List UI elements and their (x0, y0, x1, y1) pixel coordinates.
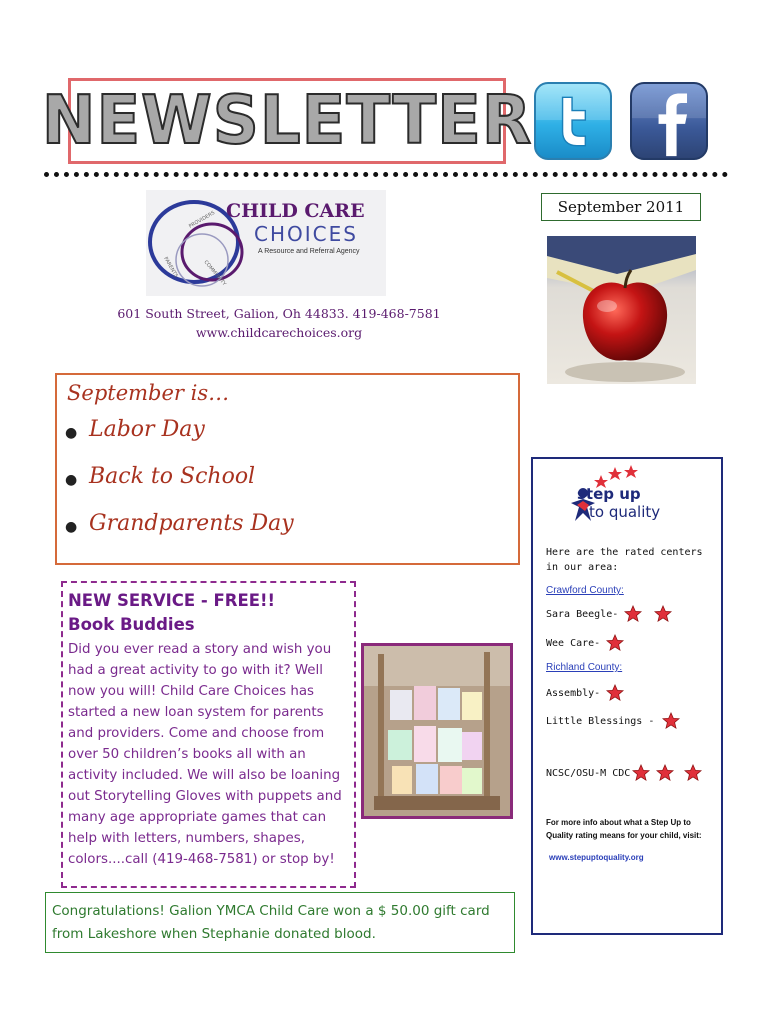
child-care-choices-logo (146, 190, 386, 296)
list-item: NCSC/OSU-M CDC (546, 764, 702, 782)
logo-choices: CHOICES (254, 222, 358, 246)
newsletter-title: NEWSLETTER (41, 82, 533, 160)
list-item: ● Labor Day (65, 417, 205, 442)
star-icon (606, 684, 624, 702)
step-up-to-quality-box (531, 457, 723, 935)
congrats-box (45, 892, 515, 953)
service-subtitle: Book Buddies (68, 615, 195, 634)
bullet-icon: ● (65, 519, 78, 535)
county-crawford[interactable]: Crawford County: (546, 585, 624, 596)
bullet-icon: ● (65, 425, 78, 441)
list-item: Wee Care- (546, 634, 624, 652)
star-icon (662, 712, 680, 730)
service-body: Did you ever read a story and wish you had a great activity to go with it? Well now you will! Child Care Choices has started a new loan system for parents and providers. Come and choose from over 50 children’s books all with an activity included. We will also be loaning out Storytelling Gloves with puppets and many age appropriate games that can help with letters, numbers, shapes, colors....call (419-468-7581) or stop by! (68, 642, 342, 867)
stepup-link[interactable]: www.stepuptoquality.org (549, 853, 644, 862)
list-item: Sara Beegle- (546, 605, 672, 623)
star-icon (656, 764, 674, 782)
september-title: September is… (67, 381, 230, 405)
apple-photo (547, 236, 696, 384)
step-up-logo-line1: step up (577, 485, 641, 503)
star-icon (684, 764, 702, 782)
congrats-text: Congratulations! Galion YMCA Child Care won a $ 50.00 gift card from Lakeshore when Stephanie donated blood. (52, 903, 490, 942)
books-display-photo (361, 643, 513, 819)
star-icon (632, 764, 650, 782)
county-richland[interactable]: Richland County: (546, 662, 623, 673)
star-icon (624, 605, 642, 623)
stepup-note: For more info about what a Step Up to Quality rating means for your child, visit: (546, 818, 702, 840)
website-link[interactable]: www.childcarechoices.org (195, 325, 363, 340)
bullet-icon: ● (65, 472, 78, 488)
logo-ring-word: PARENTS (162, 256, 179, 279)
facebook-icon[interactable] (630, 82, 708, 160)
issue-date: September 2011 (541, 193, 701, 221)
newsletter-banner (41, 78, 533, 164)
star-icon (654, 605, 672, 623)
new-service-box (61, 581, 356, 888)
logo-tagline: A Resource and Referral Agency (258, 248, 360, 255)
stepup-intro: Here are the rated centers in our area: (546, 547, 703, 573)
address-text: 601 South Street, Galion, Oh 44833. 419-468-7581 (117, 306, 441, 321)
september-box (55, 373, 520, 565)
list-item: ● Grandparents Day (65, 511, 294, 536)
list-item: Little Blessings - (546, 712, 680, 730)
service-title: NEW SERVICE - FREE!! (68, 591, 276, 610)
dotted-divider (44, 172, 728, 177)
logo-name: CHILD CARE (226, 200, 365, 222)
twitter-icon[interactable] (534, 82, 612, 160)
star-icon (606, 634, 624, 652)
step-up-logo-line2: to quality (589, 503, 661, 521)
september-list (65, 417, 510, 558)
logo-ring-word: PROVIDERS (188, 210, 217, 230)
contact-info (96, 304, 462, 342)
list-item: ● Back to School (65, 464, 256, 489)
list-item: Assembly- (546, 684, 624, 702)
logo-ring-word: COMMUNITY (202, 259, 228, 288)
